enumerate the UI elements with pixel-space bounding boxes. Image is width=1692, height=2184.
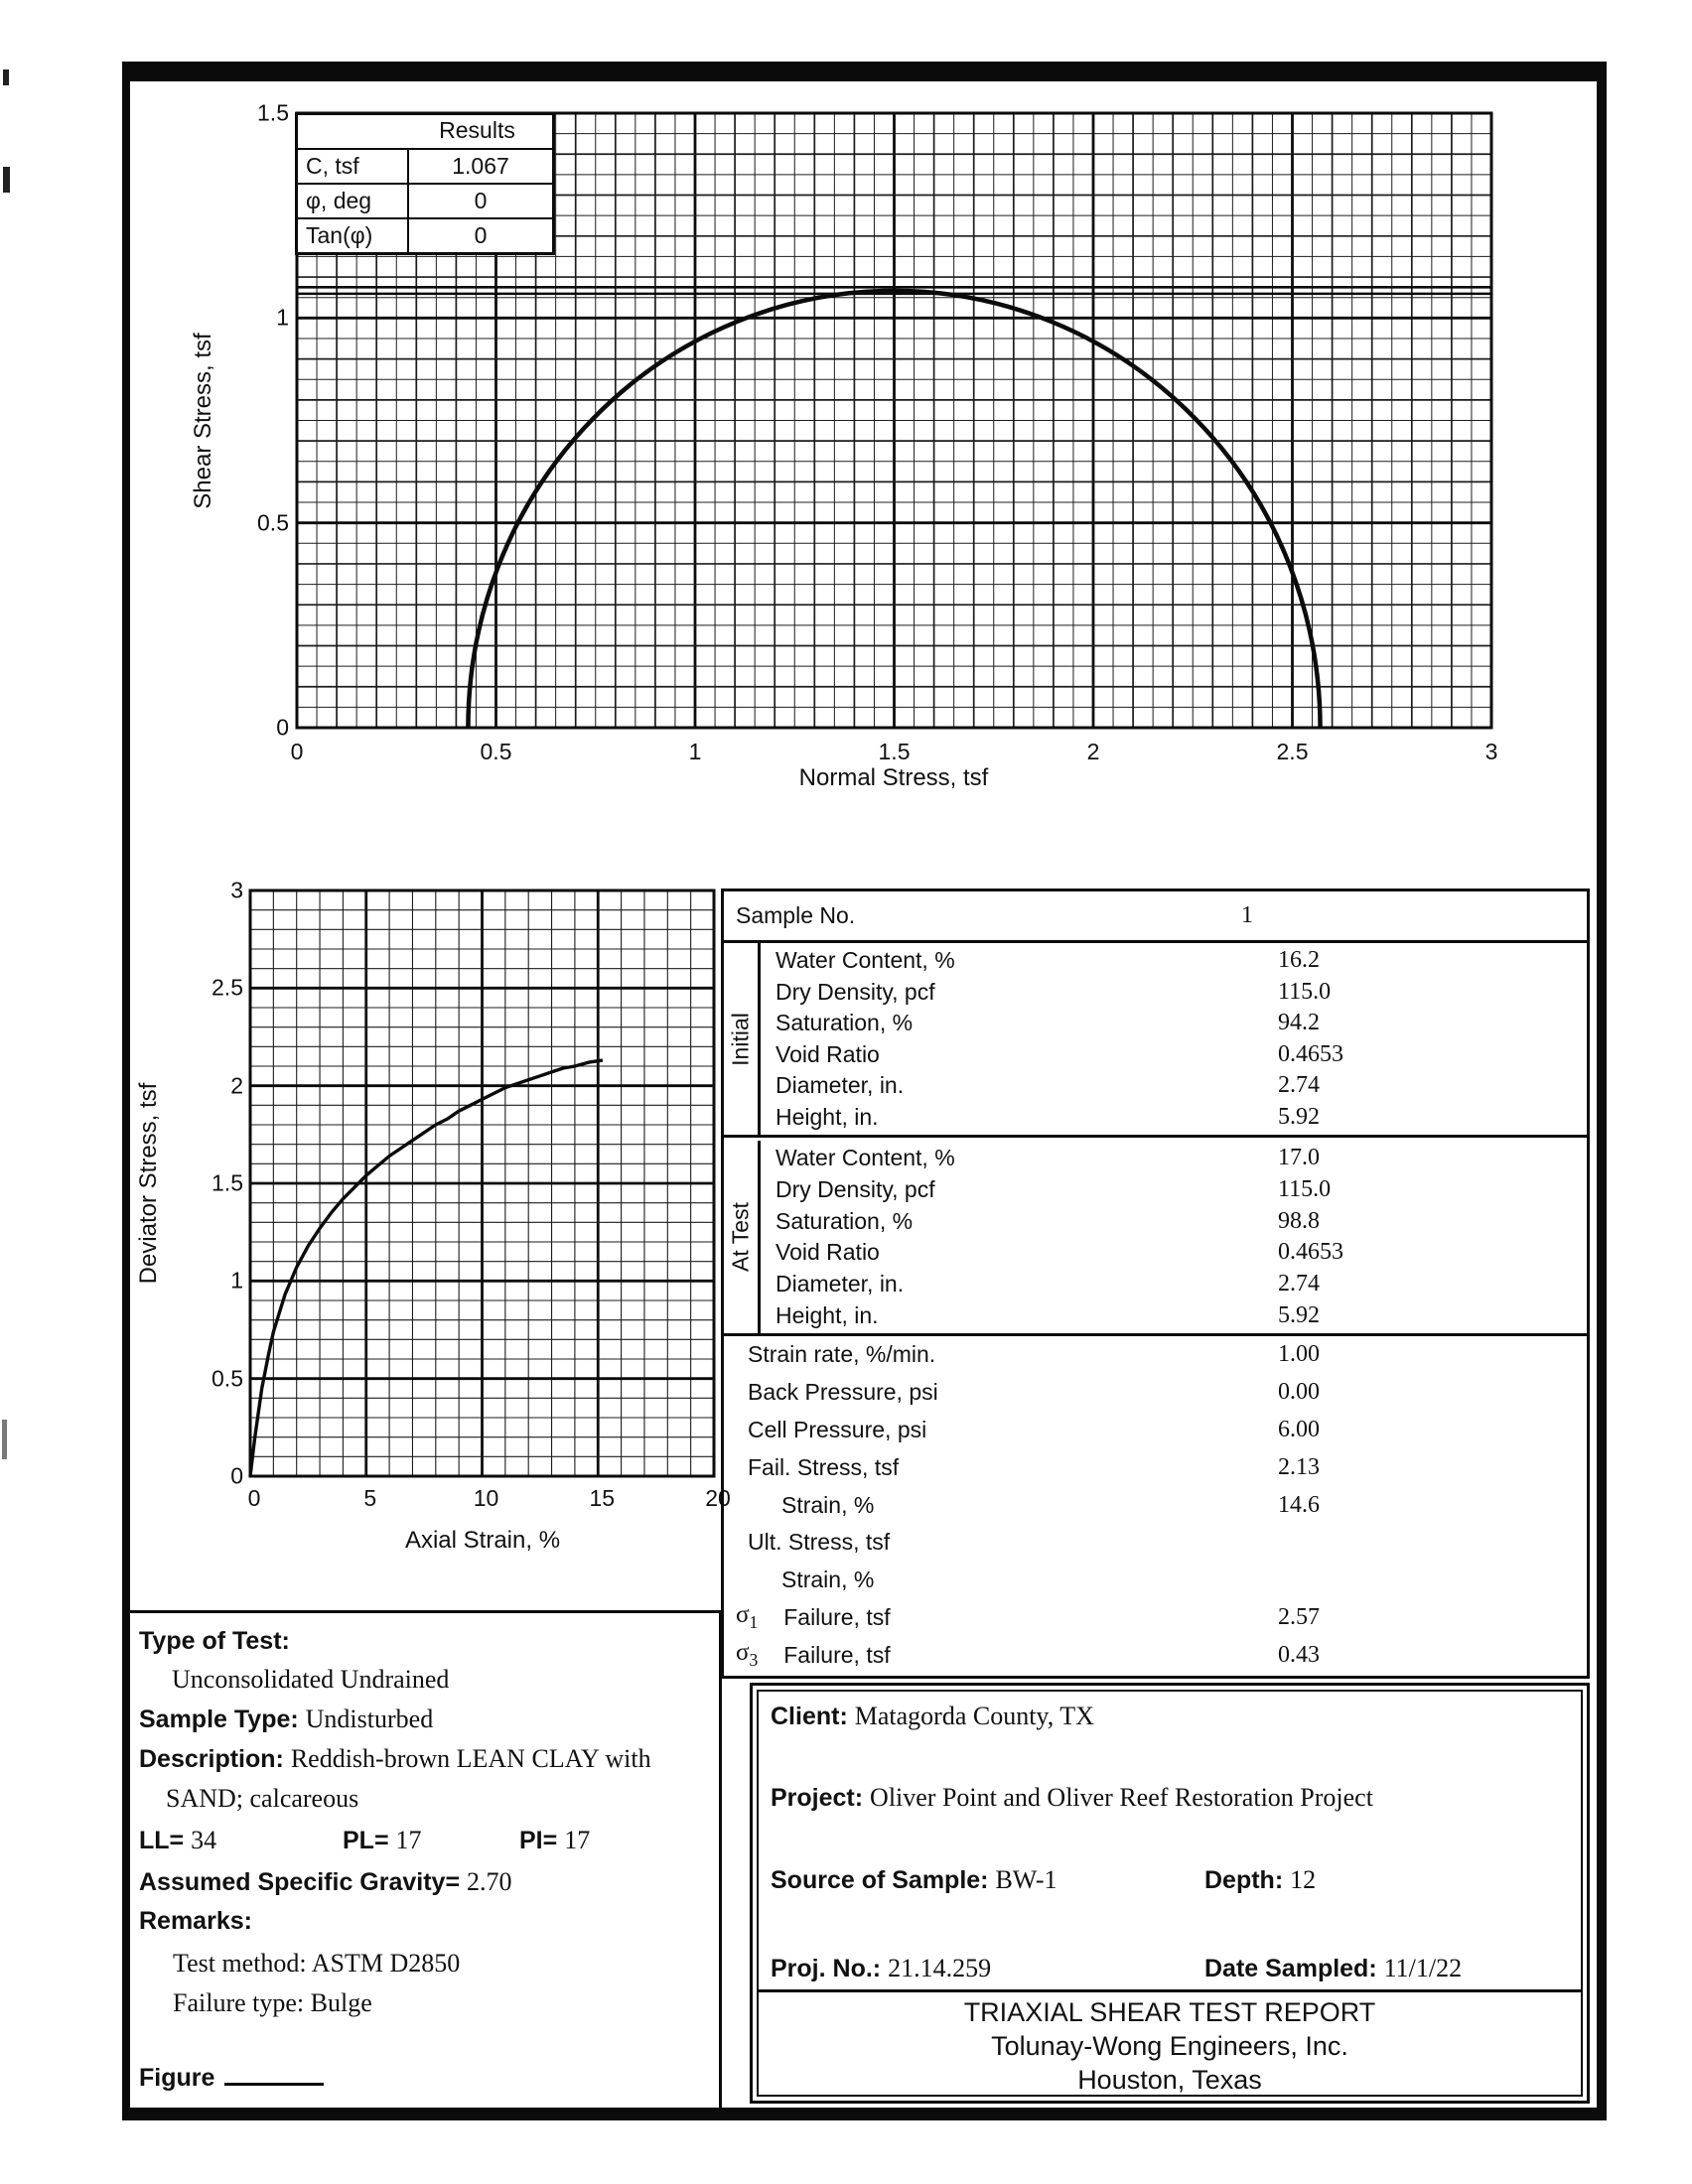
table-row — [724, 1412, 1587, 1449]
strain-x-axis-title: Axial Strain, % — [404, 1527, 561, 1554]
table-row — [724, 1562, 1587, 1599]
table-row-value: 6.00 — [1278, 1416, 1320, 1442]
table-row-value: 0.00 — [1278, 1379, 1320, 1406]
table-row-value: 94.2 — [1278, 1010, 1320, 1036]
sigma-symbol: $\sigma_1$ — [736, 1601, 759, 1633]
pl-value: 17 — [395, 1826, 422, 1854]
scan-artifact — [2, 1420, 7, 1459]
description-label: Description: — [139, 1745, 284, 1773]
type-of-test-label: Type of Test: — [139, 1627, 290, 1655]
proj-no-value: 21.14.259 — [888, 1954, 992, 1982]
type-of-test-row — [139, 1627, 290, 1656]
table-row-label: Dry Density, pcf — [776, 978, 935, 1005]
table-row — [764, 1174, 1587, 1206]
table-row — [764, 1102, 1587, 1134]
pl-pair — [343, 1826, 422, 1855]
atterberg-row — [139, 1826, 216, 1855]
table-row — [764, 1070, 1587, 1102]
test-info-box — [130, 1610, 722, 2108]
project-row — [771, 1783, 1373, 1813]
project-value: Oliver Point and Oliver Reef Restoration Project — [870, 1783, 1373, 1812]
mohr-x-tick-label: 0 — [290, 739, 304, 764]
table-row-label: Fail. Stress, tsf — [748, 1453, 900, 1480]
table-row — [764, 1299, 1587, 1331]
report-title-block — [759, 1995, 1581, 2097]
mohr-y-axis-title: Shear Stress, tsf — [190, 333, 216, 509]
depth-value: 12 — [1290, 1865, 1317, 1894]
results-table — [295, 112, 555, 255]
client-row — [771, 1702, 1094, 1731]
source-row — [771, 1865, 1317, 1895]
table-row-label: Ult. Stress, tsf — [748, 1529, 891, 1556]
results-row — [298, 217, 552, 252]
proj-no-label: Proj. No.: — [771, 1955, 882, 1982]
sample-no-value: 1 — [1241, 902, 1253, 928]
table-row-label: Void Ratio — [776, 1239, 880, 1266]
table-row — [764, 945, 1587, 977]
client-label: Client: — [771, 1703, 848, 1730]
pi-label: PI= — [519, 1827, 558, 1854]
results-row-value: 0 — [407, 219, 552, 252]
date-sampled-value: 11/1/22 — [1383, 1954, 1463, 1982]
table-row-value: 2.74 — [1278, 1072, 1320, 1099]
strain-x-tick-label: 15 — [589, 1485, 616, 1511]
pl-label: PL= — [343, 1827, 389, 1854]
table-row-label: Back Pressure, psi — [748, 1379, 938, 1406]
mohr-y-tick-label: 1 — [276, 304, 289, 331]
sample-no-label: Sample No. — [736, 902, 856, 928]
table-row-label: Diameter, in. — [776, 1271, 905, 1297]
table-row — [724, 1598, 1587, 1636]
table-row-value: 1.00 — [1278, 1341, 1320, 1368]
results-row — [298, 148, 552, 183]
table-row-value: 2.74 — [1278, 1271, 1320, 1297]
table-row-label: Saturation, % — [776, 1010, 914, 1036]
client-value: Matagorda County, TX — [854, 1702, 1094, 1730]
figure-blank-line — [224, 2060, 324, 2086]
strain-y-tick-label: 1 — [230, 1267, 243, 1294]
figure-row — [139, 2060, 324, 2093]
scan-artifact — [3, 167, 10, 193]
results-row — [298, 183, 552, 217]
table-row — [764, 1039, 1587, 1071]
strain-y-tick-label: 3 — [230, 877, 243, 903]
table-row — [724, 1636, 1587, 1674]
figure-label: Figure — [139, 2064, 215, 2092]
table-row-value: 14.6 — [1278, 1491, 1320, 1518]
title-divider-line — [759, 1989, 1581, 1992]
strain-y-tick-label: 1.5 — [212, 1169, 243, 1196]
table-row-label: Dry Density, pcf — [776, 1176, 935, 1202]
depth-pair — [1204, 1865, 1316, 1895]
ll-label: LL= — [139, 1827, 185, 1854]
description-value-line1: Reddish-brown LEAN CLAY with — [290, 1744, 651, 1773]
remark-test-method: Test method: ASTM D2850 — [173, 1949, 461, 1978]
table-row-value: 5.92 — [1278, 1103, 1320, 1130]
results-row-label: Tan(φ) — [306, 222, 373, 248]
strain-x-tick-label: 10 — [473, 1485, 499, 1511]
sample-no-row — [724, 891, 1587, 943]
sample-data-table — [721, 888, 1590, 1679]
stress-strain-line — [250, 1060, 603, 1476]
table-row-value: 2.57 — [1278, 1603, 1320, 1630]
mohr-x-tick-label: 0.5 — [480, 739, 512, 764]
mohr-x-axis-title: Normal Stress, tsf — [798, 764, 989, 791]
mohr-x-tick-label: 2 — [1086, 739, 1100, 764]
mohr-x-tick-label: 1.5 — [878, 739, 911, 764]
sigma-symbol: $\sigma_3$ — [736, 1639, 759, 1671]
table-row — [764, 1205, 1587, 1237]
results-table-header: Results — [439, 117, 515, 143]
description-row — [139, 1744, 651, 1774]
table-row-value: 115.0 — [1278, 978, 1332, 1005]
mohr-y-tick-label: 1.5 — [257, 99, 289, 126]
strain-y-tick-label: 0 — [230, 1462, 243, 1489]
specific-gravity-label: Assumed Specific Gravity= — [139, 1868, 461, 1896]
strain-x-tick-label: 5 — [363, 1485, 377, 1511]
table-row — [764, 1143, 1587, 1174]
project-info-box — [750, 1683, 1590, 2104]
mohr-x-tick-label: 2.5 — [1276, 739, 1309, 764]
results-row-value: 1.067 — [407, 150, 552, 183]
table-row-label: Saturation, % — [776, 1207, 914, 1234]
table-row-value: 98.8 — [1278, 1207, 1320, 1234]
table-row — [764, 1237, 1587, 1269]
sample-type-value: Undisturbed — [305, 1705, 434, 1733]
table-row-value: 0.4653 — [1278, 1040, 1343, 1067]
strain-y-axis-title: Deviator Stress, tsf — [135, 1082, 162, 1285]
source-label: Source of Sample: — [771, 1866, 989, 1894]
table-row — [724, 1486, 1587, 1524]
table-row-value: 115.0 — [1278, 1176, 1332, 1202]
table-row-label: Strain rate, %/min. — [748, 1341, 936, 1368]
table-row-value: 2.13 — [1278, 1453, 1320, 1480]
table-row-value: 16.2 — [1278, 947, 1320, 974]
at-test-section — [724, 1141, 1587, 1336]
ll-value: 34 — [191, 1826, 217, 1854]
proj-no-row — [771, 1954, 1463, 1983]
table-row-label: Failure, tsf — [783, 1603, 891, 1630]
pi-value: 17 — [564, 1826, 591, 1854]
strain-y-tick-label: 2 — [230, 1072, 243, 1099]
strain-y-tick-label: 0.5 — [212, 1365, 243, 1392]
at-test-rotated-column — [724, 1141, 761, 1333]
report-title: TRIAXIAL SHEAR TEST REPORT — [963, 1997, 1376, 2027]
scan-artifact — [3, 69, 9, 85]
table-row-label: Failure, tsf — [783, 1641, 891, 1668]
table-row-value: 0.4653 — [1278, 1239, 1343, 1266]
source-value: BW-1 — [995, 1865, 1058, 1894]
specific-gravity-value: 2.70 — [467, 1867, 512, 1896]
table-row-label: Strain, % — [781, 1567, 875, 1593]
table-row-label: Diameter, in. — [776, 1072, 905, 1099]
strain-y-tick-label: 2.5 — [212, 974, 243, 1001]
single-rows-section — [724, 1336, 1587, 1674]
initial-section-label: Initial — [727, 1012, 754, 1066]
remarks-label: Remarks: — [139, 1907, 252, 1935]
mohr-y-tick-label: 0.5 — [257, 509, 289, 536]
table-row — [764, 977, 1587, 1009]
table-row-value: 5.92 — [1278, 1301, 1320, 1328]
specific-gravity-row — [139, 1867, 512, 1897]
strain-x-tick-label: 20 — [705, 1485, 731, 1511]
results-row-value: 0 — [407, 185, 552, 217]
table-row — [724, 1336, 1587, 1374]
table-row-value: 17.0 — [1278, 1145, 1320, 1171]
depth-label: Depth: — [1204, 1866, 1284, 1894]
table-row — [724, 1448, 1587, 1486]
sample-type-label: Sample Type: — [139, 1706, 299, 1733]
project-label: Project: — [771, 1784, 864, 1812]
at-test-section-label: At Test — [727, 1202, 754, 1272]
mohr-y-tick-label: 0 — [276, 714, 289, 741]
strain-x-tick-label: 0 — [247, 1485, 261, 1511]
table-row-value: 0.43 — [1278, 1641, 1320, 1668]
date-sampled-pair — [1204, 1954, 1462, 1983]
table-row-label: Strain, % — [781, 1491, 875, 1518]
table-row-label: Water Content, % — [776, 947, 955, 974]
results-row-label: C, tsf — [306, 153, 359, 179]
sample-type-row — [139, 1705, 433, 1734]
table-row — [764, 1269, 1587, 1300]
pi-pair — [519, 1826, 590, 1855]
mohr-x-tick-label: 3 — [1484, 739, 1498, 764]
date-sampled-label: Date Sampled: — [1204, 1955, 1377, 1982]
project-info-inner-border — [757, 1690, 1583, 2097]
mohr-x-tick-label: 1 — [688, 739, 702, 764]
type-of-test-value: Unconsolidated Undrained — [172, 1665, 450, 1694]
table-row-label: Cell Pressure, psi — [748, 1416, 927, 1442]
table-row-label: Height, in. — [776, 1103, 879, 1130]
table-row — [724, 1524, 1587, 1562]
table-row-label: Void Ratio — [776, 1040, 880, 1067]
table-row — [764, 1008, 1587, 1039]
table-row — [724, 1374, 1587, 1412]
initial-section — [724, 943, 1587, 1138]
initial-rotated-column — [724, 943, 761, 1135]
table-row-label: Height, in. — [776, 1301, 879, 1328]
company-location: Houston, Texas — [1077, 2065, 1262, 2095]
company-name: Tolunay-Wong Engineers, Inc. — [991, 2031, 1348, 2061]
remarks-row — [139, 1907, 252, 1936]
results-row-label: φ, deg — [306, 188, 372, 213]
remark-failure-type: Failure type: Bulge — [173, 1988, 372, 2017]
table-row-label: Water Content, % — [776, 1145, 955, 1171]
description-value-line2: SAND; calcareous — [166, 1784, 359, 1813]
